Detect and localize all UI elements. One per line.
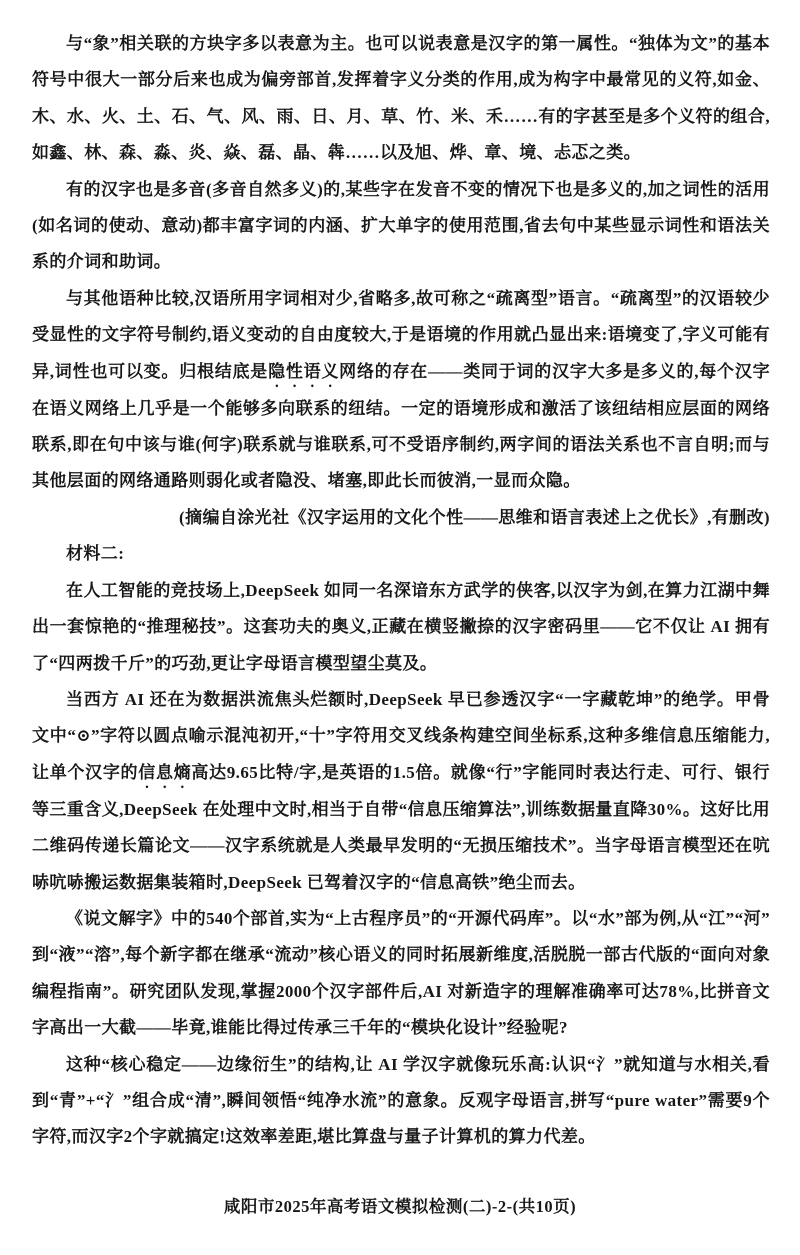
material-one-section	[32, 26, 770, 536]
source-attribution: (摘编自涂光社《汉字运用的文化个性——思维和语言表述上之优长》,有删改)	[179, 507, 770, 527]
paragraph	[32, 281, 770, 500]
text-segment: 高达9.65比特/字,是英语的1.5倍。就像“行”字能同时表达行走、可行、银行等三重含义,DeepSeek 在处理中文时,相当于自带“信息压缩算法”,训练数据量直降30%。这好比用二维码传递长篇论文——汉字系统就是人类最早发明的“无损压缩技术”。当字母语言模型还在吭哧吭哧搬运数据集装箱时,DeepSeek 已驾着汉字的“信息高铁”绝尘而去。	[32, 762, 770, 892]
emphasized-text: 隐性语义	[268, 361, 340, 381]
paragraph: 这种“核心稳定——边缘衍生”的结构,让 AI 学汉字就像玩乐高:认识“氵”就知道与水相关,看到“青”+“氵”组合成“清”,瞬间领悟“纯净水流”的意象。反观字母语言,拼写“pure water”需要9个字符,而汉字2个字就搞定!这效率差距,堪比算盘与量子计算机的算力代差。	[32, 1054, 770, 1147]
emphasized-text: 信息熵	[138, 762, 192, 782]
paragraph	[32, 682, 770, 901]
text-segment: 与其他语种比较,汉语所用字词相对少,省略多,故可称之“疏离型”语言。“疏离型”的汉语较少受显性的文字符号制约,语义变动的自由度较大,于是语境的作用就凸显出来:语境变了,字义可能有异,词性也可以变。归根结底是	[32, 288, 770, 381]
material-two-heading: 材料二:	[66, 544, 125, 564]
paragraph: 在人工智能的竞技场上,DeepSeek 如同一名深谙东方武学的侠客,以汉字为剑,在算力江湖中舞出一套惊艳的“推理秘技”。这套功夫的奥义,正藏在横竖撇捺的汉字密码里——它不仅让 AI 拥有了“四两拨千斤”的巧劲,更让字母语言模型望尘莫及。	[32, 580, 770, 673]
paragraph: 《说文解字》中的540个部首,实为“上古程序员”的“开源代码库”。以“水”部为例,从“江”“河”到“液”“溶”,每个新字都在继承“流动”核心语义的同时拓展新维度,活脱脱一部古代版的“面向对象编程指南”。研究团队发现,掌握2000个汉字部件后,AI 对新造字的理解准确率可达78%,比拼音文字高出一大截——毕竟,谁能比得过传承三千年的“模块化设计”经验呢?	[32, 908, 770, 1038]
paragraph: 有的汉字也是多音(多音自然多义)的,某些字在发音不变的情况下也是多义的,加之词性的活用(如名词的使动、意动)都丰富字词的内涵、扩大单字的使用范围,省去句中某些显示词性和语法关系的介词和助词。	[32, 179, 770, 272]
text-segment: 网络的存在——类同于词的汉字大多是多义的,每个汉字在语义网络上几乎是一个能够多向联系的纽结。一定的语境形成和激活了该纽结相应层面的网络联系,即在句中该与谁(何字)联系就与谁联系,可不受语序制约,两字间的语法关系也不言自明;而与其他层面的网络通路则弱化或者隐没、堵塞,即此长而彼消,一显而众隐。	[32, 361, 770, 491]
material-two-section	[32, 536, 770, 1156]
paragraph: 与“象”相关联的方块字多以表意为主。也可以说表意是汉字的第一属性。“独体为文”的基本符号中很大一部分后来也成为偏旁部首,发挥着字义分类的作用,成为构字中最常见的义符,如金、木、水、火、土、石、气、风、雨、日、月、草、竹、米、禾……有的字甚至是多个义符的组合,如鑫、林、森、淼、炎、焱、磊、晶、犇……以及旭、烨、章、境、忐忑之类。	[32, 34, 770, 163]
text-segment: 当西方 AI 还在为数据洪流焦头烂额时,DeepSeek 早已参透汉字“一字藏乾坤”的绝学。甲骨文中“⊙”字符以圆点喻示混沌初开,“十”字符用交叉线条构建空间坐标系,这种多维信息压缩能力,让单个汉字的	[32, 689, 770, 782]
page-footer: 咸阳市2025年高考语文模拟检测(二)-2-(共10页)	[223, 1197, 577, 1216]
